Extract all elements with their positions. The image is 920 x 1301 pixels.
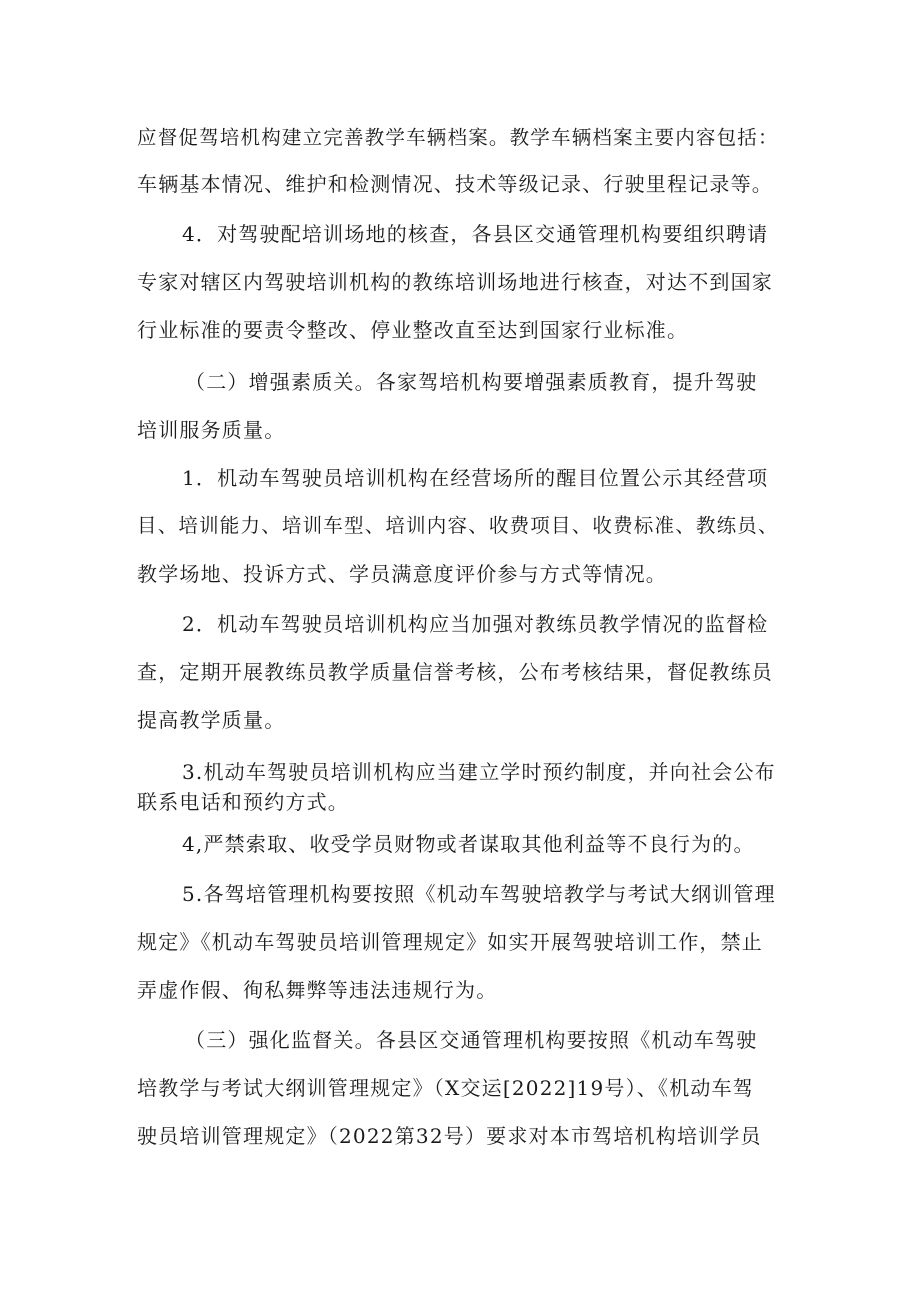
text-line: 规定》《机动车驾驶员培训管理规定》如实开展驾驶培训工作，禁止 bbox=[137, 930, 763, 954]
text-line: 目、培训能力、培训车型、培训内容、收费项目、收费标准、教练员、 bbox=[137, 514, 779, 537]
text-line: 驶员培训管理规定》（2022第32号）要求对本市驾培机构培训学员 bbox=[137, 1124, 762, 1148]
text-line: 弄虚作假、徇私舞弊等违法违规行为。 bbox=[137, 978, 498, 1002]
text-line: 联系电话和预约方式。 bbox=[137, 790, 349, 814]
text-line: 4,严禁索取、收受学员财物或者谋取其他利益等不良行为的。 bbox=[182, 832, 755, 856]
text-line: 提高教学质量。 bbox=[137, 708, 286, 732]
text-line: 培教学与考试大纲训管理规定》（X交运[2022]19号）、《机动车驾 bbox=[137, 1076, 754, 1100]
text-line: 3.机动车驾驶员培训机构应当建立学时预约制度，并向社会公布 bbox=[182, 760, 776, 784]
text-line: 5.各驾培管理机构要按照《机动车驾驶培教学与考试大纲训管理 bbox=[182, 882, 776, 906]
text-line: 2．机动车驾驶员培训机构应当加强对教练员教学情况的监督检 bbox=[182, 612, 769, 636]
text-line: 培训服务质量。 bbox=[137, 418, 286, 442]
text-line: 车辆基本情况、维护和检测情况、技术等级记录、行驶里程记录等。 bbox=[137, 172, 773, 196]
text-line: 1．机动车驾驶员培训机构在经营场所的醒目位置公示其经营项 bbox=[182, 466, 769, 490]
text-line: 教学场地、投诉方式、学员满意度评价参与方式等情况。 bbox=[137, 562, 667, 586]
text-line: 查，定期开展教练员教学质量信誉考核，公布考核结果，督促教练员 bbox=[137, 660, 773, 684]
text-line: 应督促驾培机构建立完善教学车辆档案。教学车辆档案主要内容包括： bbox=[137, 126, 779, 149]
text-line: 专家对辖区内驾驶培训机构的教练培训场地进行核查，对达不到国家 bbox=[137, 270, 773, 294]
text-line: （三）强化监督关。各县区交通管理机构要按照《机动车驾驶 bbox=[185, 1028, 758, 1052]
text-line: 4．对驾驶配培训场地的核查，各县区交通管理机构要组织聘请 bbox=[182, 222, 769, 246]
text-line: 行业标准的要责令整改、停业整改直至达到国家行业标准。 bbox=[137, 318, 689, 342]
text-line: （二）增强素质关。各家驾培机构要增强素质教育，提升驾驶 bbox=[185, 370, 758, 394]
